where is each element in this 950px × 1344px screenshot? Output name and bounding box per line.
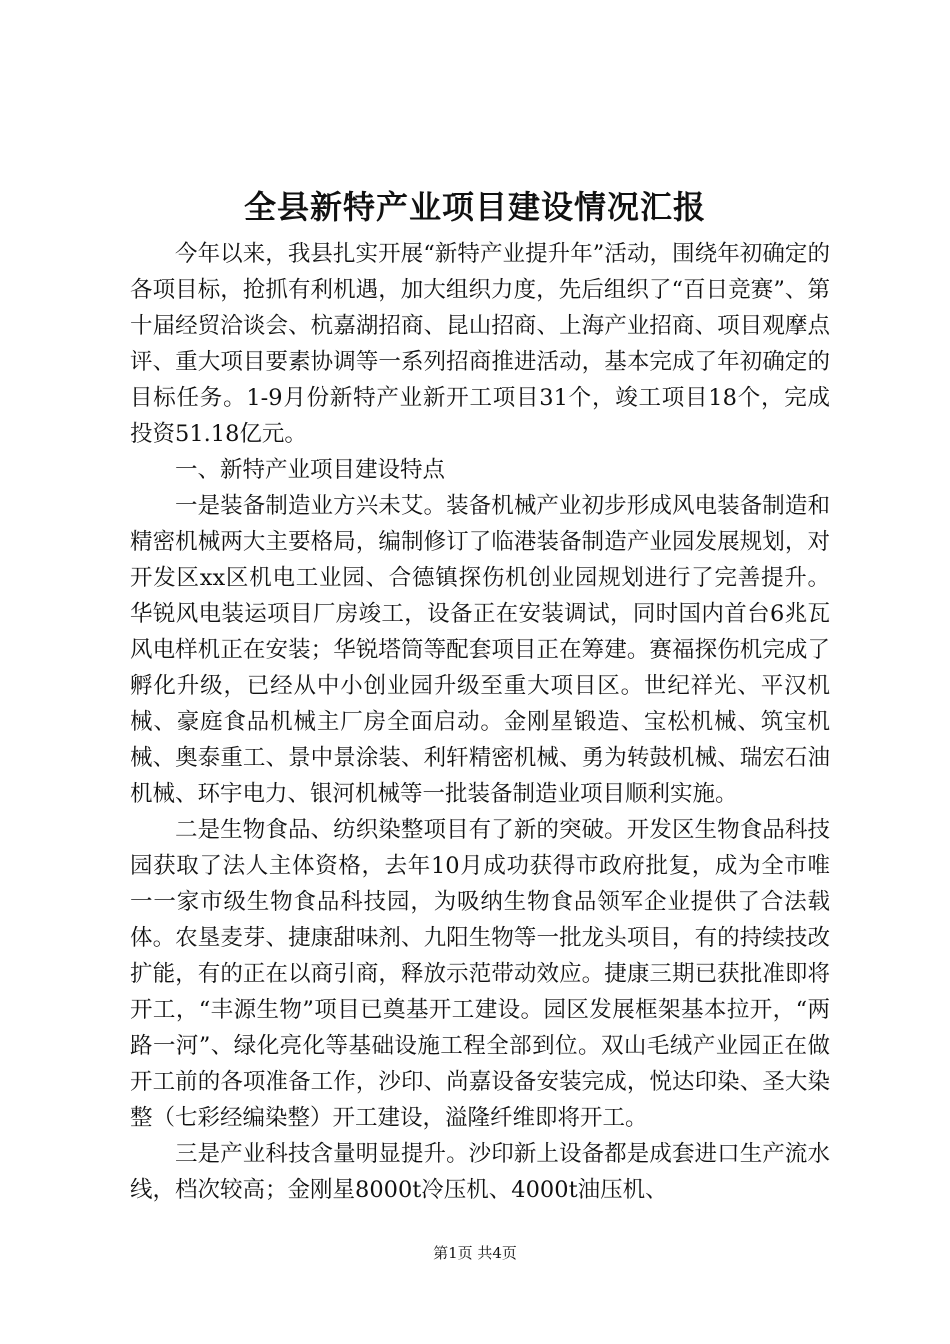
paragraph-technology-content: 三是产业科技含量明显提升。沙印新上设备都是成套进口生产流水线，档次较高；金刚星8000t冷压机、4000t油压机、: [130, 1141, 830, 1203]
document-title: 全县新特产业项目建设情况汇报: [243, 188, 706, 226]
document-body: [130, 236, 830, 1208]
page-number-footer: 第1页 共4页: [433, 1244, 517, 1262]
paragraph-bio-food-textile: 二是生物食品、纺织染整项目有了新的突破。开发区生物食品科技园获取了法人主体资格，去年10月成功获得市政府批复，成为全市唯一一家市级生物食品科技园，为吸纳生物食品领军企业提供了合法载体。农垦麦芽、捷康甜味剂、九阳生物等一批龙头项目，有的持续技改扩能，有的正在以商引商，释放示范带动效应。捷康三期已获批准即将开工，“丰源生物”项目已奠基开工建设。园区发展框架基本拉开，“两路一河”、绿化亮化等基础设施工程全部到位。双山毛绒产业园正在做开工前的各项准备工作，沙印、尚嘉设备安装完成，悦达印染、圣大染整（七彩经编染整）开工建设，溢隆纤维即将开工。: [130, 817, 830, 1131]
intro-paragraph: 今年以来，我县扎实开展“新特产业提升年”活动，围绕年初确定的各项目标，抢抓有利机遇，加大组织力度，先后组织了“百日竞赛”、第十届经贸洽谈会、杭嘉湖招商、昆山招商、上海产业招商、项目观摩点评、重大项目要素协调等一系列招商推进活动，基本完成了年初确定的目标任务。1-9月份新特产业新开工项目31个，竣工项目18个，完成投资51.18亿元。: [130, 241, 830, 447]
section-heading: 一、新特产业项目建设特点: [175, 457, 446, 483]
paragraph-equipment-manufacturing: 一是装备制造业方兴未艾。装备机械产业初步形成风电装备制造和精密机械两大主要格局，编制修订了临港装备制造产业园发展规划，对开发区xx区机电工业园、合德镇探伤机创业园规划进行了完善提升。华锐风电装运项目厂房竣工，设备正在安装调试，同时国内首台6兆瓦风电样机正在安装；华锐塔筒等配套项目正在筹建。赛福探伤机完成了孵化升级，已经从中小创业园升级至重大项目区。世纪祥光、平汉机械、豪庭食品机械主厂房全面启动。金刚星锻造、宝松机械、筑宝机械、奥泰重工、景中景涂装、利轩精密机械、勇为转鼓机械、瑞宏石油机械、环宇电力、银河机械等一批装备制造业项目顺利实施。: [130, 493, 830, 807]
